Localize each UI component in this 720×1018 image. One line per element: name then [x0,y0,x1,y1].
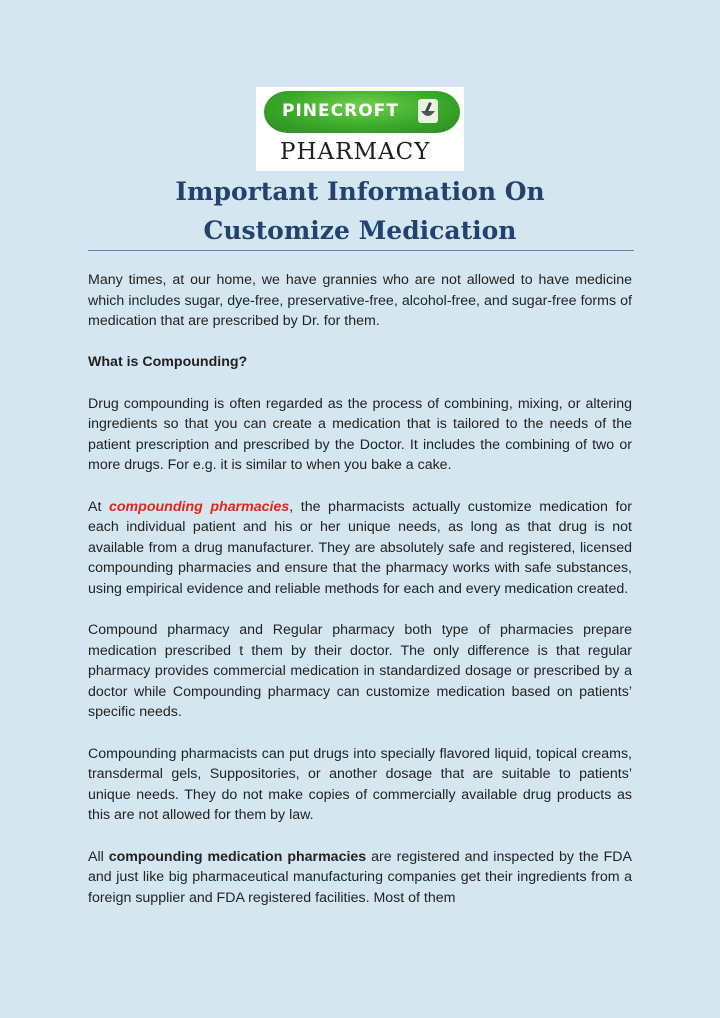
paragraph-comparison: Compound pharmacy and Regular pharmacy both type of pharmacies prepare medication prescribed t them by their doctor. The only difference is that regular pharmacy provides commercial medication in standardized dosage or prescribed by a doctor while Compounding pharmacy can customize medication based on patients’ specific needs. [88,622,632,721]
section-heading: What is Compounding? [88,354,248,371]
logo-bottom-text: PHARMACY [280,139,431,165]
compounding-pharmacies-link[interactable]: compounding pharmacies [109,498,290,515]
paragraph-regulation [88,847,632,909]
pinecroft-pharmacy-logo [256,87,464,171]
mortar-pestle-icon [418,99,438,123]
paragraph-pharmacies [88,497,632,600]
paragraph-definition: Drug compounding is often regarded as the process of combining, mixing, or altering ingredients so that you can create a medication that is tailored to the needs of the patient prescription and prescribed by the Doctor. It includes the combining of two or more drugs. For e.g. it is similar to when you bake a cake. [88,395,632,474]
article-body [88,270,632,929]
compounding-medication-pharmacies-text: compounding medication pharmacies [108,848,367,865]
paragraph-intro: Many times, at our home, we have grannies who are not allowed to have medicine which includes sugar, dye-free, preservative-free, alcohol-free, and sugar-free forms of medication that are prescribed by Dr. for them. [88,272,632,330]
title-divider [88,250,634,251]
page-title [88,172,632,250]
p3-suffix: , the pharmacists actually customize medication for each individual patient and his or her unique needs, as long as that drug is not available from a drug manufacturer. They are absolutely safe and registered, licensed compounding pharmacies and ensure that the pharmacy works with safe substances, using empirical evidence and reliable methods for each and every medication created. [88,498,632,597]
paragraph-dosage-forms: Compounding pharmacists can put drugs into specially flavored liquid, topical creams, transdermal gels, Suppositories, or another dosage that are suitable to patients’ unique needs. They do not make copies of commercially available drug products as this are not allowed for them by law. [88,745,632,824]
p6-prefix: All [88,848,109,865]
p3-prefix: At [88,498,109,515]
p6-suffix: are registered and inspected by the FDA and just like big pharmaceutical manufacturing companies get their ingredients from a foreign supplier and FDA registered facilities. Most of them [88,848,632,906]
title-line-1: Important Information On [175,177,545,206]
logo-top-text: PINECROFT [282,101,399,121]
title-line-2: Customize Medication [203,216,517,245]
